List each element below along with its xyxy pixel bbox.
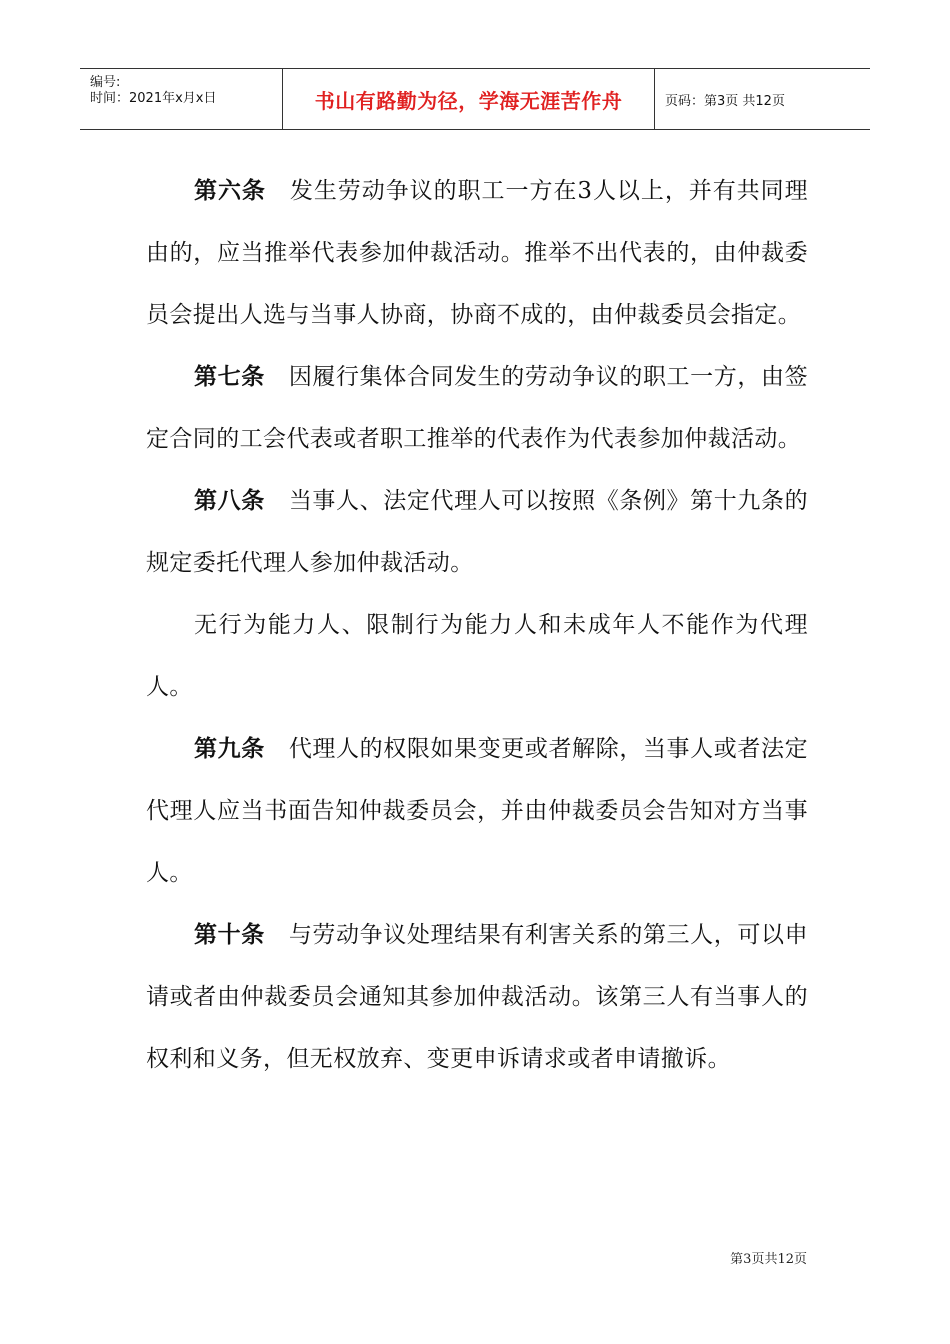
page-footer: 第3页共12页 <box>730 1252 807 1267</box>
article-text: 因履行集体合同发生的劳动争议的职工一方，由签定合同的工会代表或者职工推举的代表作为代表参加仲裁活动。 <box>146 364 808 452</box>
document-date-label: 时间：2021年x月x日 <box>90 91 217 106</box>
header-page-label: 页码：第3页 共12页 <box>665 93 785 109</box>
article-heading: 第九条 <box>194 736 265 762</box>
article-text: 代理人的权限如果变更或者解除，当事人或者法定代理人应当书面告知仲裁委员会，并由仲裁委员会告知对方当事人。 <box>146 736 808 886</box>
article-text: 与劳动争议处理结果有利害关系的第三人，可以申请或者由仲裁委员会通知其参加仲裁活动。该第三人有当事人的权利和义务，但无权放弃、变更申诉请求或者申请撤诉。 <box>146 922 808 1072</box>
article-text: 发生劳动争议的职工一方在3人以上，并有共同理由的，应当推举代表参加仲裁活动。推举不出代表的，由仲裁委员会提出人选与当事人协商，协商不成的，由仲裁委员会指定。 <box>146 178 808 328</box>
article-heading: 第六条 <box>194 178 266 204</box>
paragraph-article-6 <box>146 160 808 346</box>
document-body <box>146 160 808 1090</box>
header-motto-cell <box>282 69 655 129</box>
article-text: 无行为能力人、限制行为能力人和未成年人不能作为代理人。 <box>146 612 808 700</box>
paragraph-article-8 <box>146 470 808 594</box>
paragraph-article-8-continued <box>146 594 808 718</box>
article-heading: 第十条 <box>194 922 265 948</box>
article-text: 当事人、法定代理人可以按照《条例》第十九条的规定委托代理人参加仲裁活动。 <box>146 488 808 576</box>
paragraph-article-9 <box>146 718 808 904</box>
paragraph-article-10 <box>146 904 808 1090</box>
article-heading: 第八条 <box>194 488 265 514</box>
document-number-label: 编号: <box>90 75 121 90</box>
header-meta-cell <box>80 69 282 129</box>
article-heading: 第七条 <box>194 364 265 390</box>
header-motto: 书山有路勤为径，学海无涯苦作舟 <box>314 88 623 113</box>
page-header <box>80 68 870 130</box>
header-page-cell <box>655 69 870 129</box>
paragraph-article-7 <box>146 346 808 470</box>
